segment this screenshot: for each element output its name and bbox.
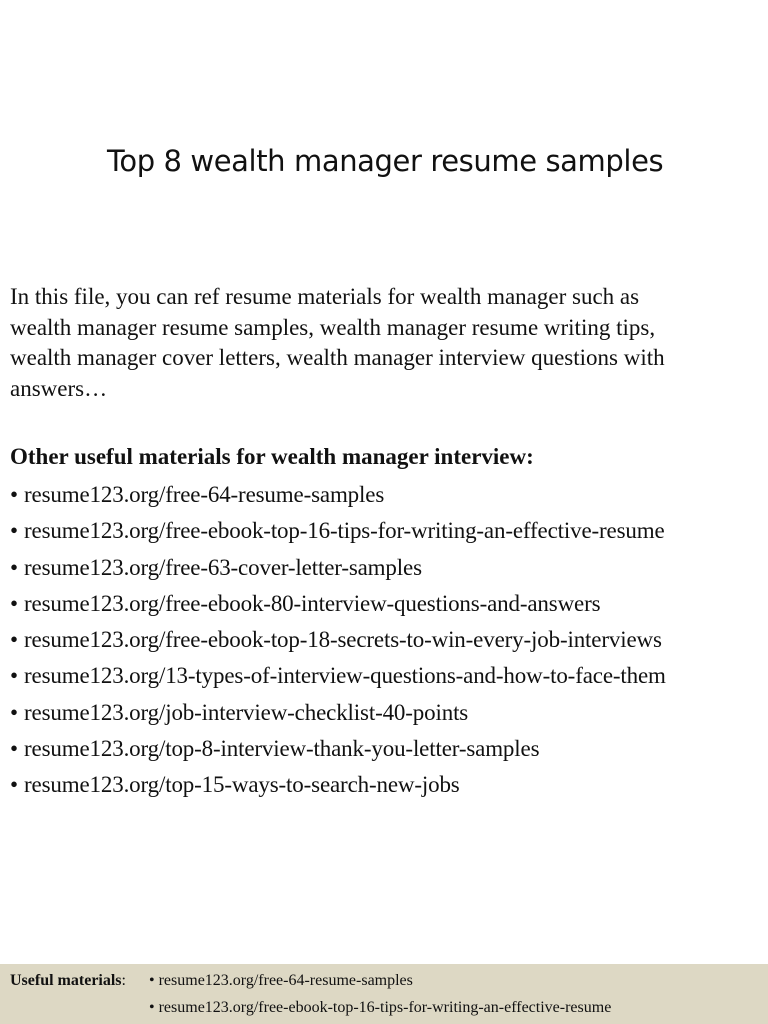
bullet-icon: • [10, 482, 19, 507]
list-item [10, 770, 666, 806]
list-item [10, 480, 666, 516]
useful-links-list [10, 480, 666, 807]
link-text[interactable]: resume123.org/free-ebook-top-18-secrets-to-win-every-job-interviews [24, 627, 662, 653]
intro-paragraph [10, 282, 758, 404]
list-item [10, 589, 666, 625]
intro-line: In this file, you can ref resume materials for wealth manager such as [10, 284, 640, 309]
footer-link[interactable]: • resume123.org/free-ebook-top-16-tips-for-writing-an-effective-resume [149, 999, 612, 1016]
link-text[interactable]: resume123.org/13-types-of-interview-questions-and-how-to-face-them [24, 663, 666, 689]
footer-label [10, 972, 126, 990]
useful-materials-heading: Other useful materials for wealth manager interview: [10, 444, 534, 469]
bullet-icon: • [10, 590, 19, 616]
bullet-icon: • [10, 554, 19, 580]
link-text[interactable]: resume123.org/free-ebook-80-interview-questions-and-answers [24, 590, 601, 616]
list-item [10, 553, 666, 589]
footer-bar [0, 964, 768, 1024]
footer-label-text: Useful materials [10, 972, 122, 989]
link-text[interactable]: resume123.org/job-interview-checklist-40-points [24, 699, 469, 725]
link-text[interactable]: resume123.org/top-8-interview-thank-you-letter-samples [24, 736, 540, 762]
bullet-icon: • [10, 736, 19, 762]
list-item [10, 625, 666, 661]
link-text[interactable]: resume123.org/top-15-ways-to-search-new-jobs [24, 772, 460, 798]
list-item [10, 516, 666, 552]
list-item [10, 734, 666, 770]
intro-line: wealth manager resume samples, wealth manager resume writing tips, [10, 314, 656, 340]
bullet-icon: • [10, 663, 19, 689]
bullet-icon: • [10, 627, 19, 653]
page-title-text: Top 8 wealth manager resume samples [107, 144, 664, 178]
intro-line: wealth manager cover letters, wealth manager interview questions with [10, 345, 665, 370]
bullet-icon: • [10, 518, 19, 544]
bullet-icon: • [10, 699, 19, 725]
intro-line: answers… [10, 375, 108, 401]
list-item [10, 661, 666, 697]
footer-label-separator: : [121, 972, 126, 989]
list-item [10, 698, 666, 734]
link-text[interactable]: resume123.org/free-ebook-top-16-tips-for-writing-an-effective-resume [24, 518, 665, 544]
footer-link[interactable]: • resume123.org/free-64-resume-samples [149, 972, 413, 989]
link-text[interactable]: resume123.org/free-63-cover-letter-samples [24, 554, 422, 580]
bullet-icon: • [10, 772, 19, 798]
link-text[interactable]: resume123.org/free-64-resume-samples [24, 482, 385, 507]
